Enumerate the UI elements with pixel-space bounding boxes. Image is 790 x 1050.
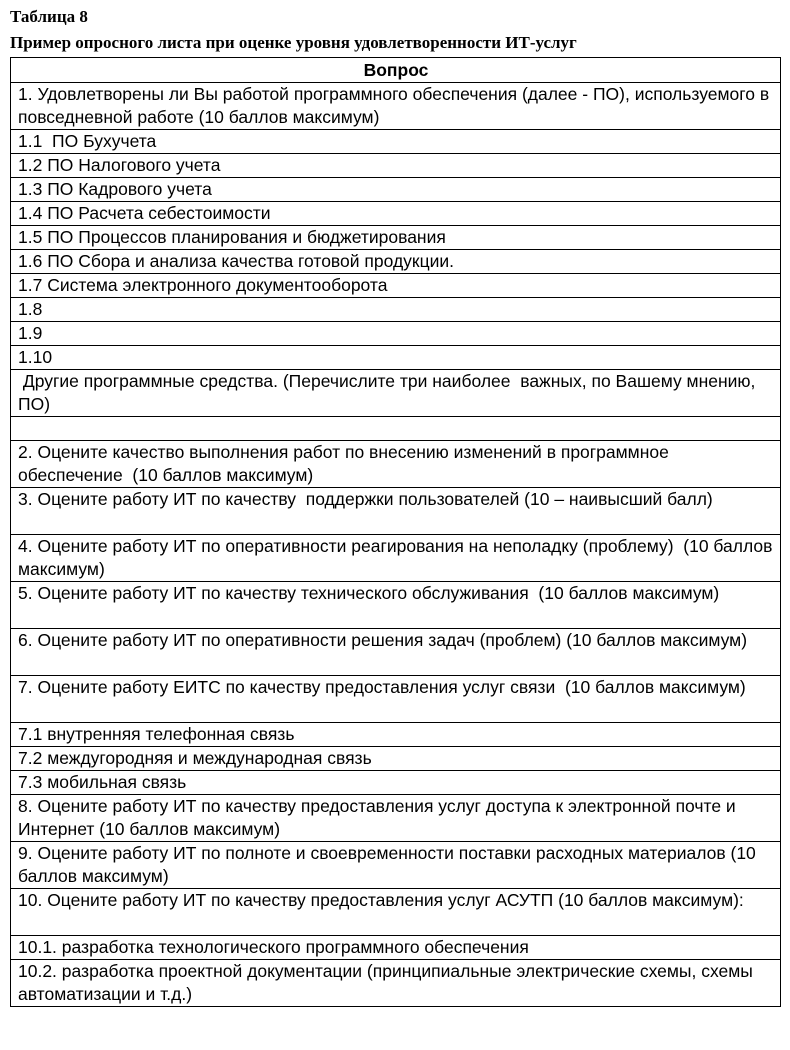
- table-row: [11, 723, 781, 747]
- table-row: [11, 441, 781, 488]
- table-row: [11, 488, 781, 535]
- table-row: [11, 202, 781, 226]
- table-row: [11, 130, 781, 154]
- question-cell: 7. Оцените работу ЕИТС по качеству предоставления услуг связи (10 баллов максимум): [11, 676, 781, 723]
- question-cell: 8. Оцените работу ИТ по качеству предоставления услуг доступа к электронной почте и Интернет (10 баллов максимум): [11, 795, 781, 842]
- table-row: [11, 298, 781, 322]
- table-row: [11, 178, 781, 202]
- table-row: [11, 370, 781, 417]
- table-row: [11, 154, 781, 178]
- survey-table: [10, 57, 781, 1007]
- table-row: [11, 250, 781, 274]
- question-cell: 2. Оцените качество выполнения работ по внесению изменений в программное обеспечение (10 баллов максимум): [11, 441, 781, 488]
- question-cell: 1.10: [11, 346, 781, 370]
- table-row: [11, 747, 781, 771]
- table-row: [11, 582, 781, 629]
- question-cell: 1. Удовлетворены ли Вы работой программного обеспечения (далее - ПО), используемого в повседневной работе (10 баллов максимум): [11, 83, 781, 130]
- table-row: [11, 629, 781, 676]
- table-row: [11, 936, 781, 960]
- question-cell: 6. Оцените работу ИТ по оперативности решения задач (проблем) (10 баллов максимум): [11, 629, 781, 676]
- table-row: [11, 676, 781, 723]
- table-row: [11, 842, 781, 889]
- question-cell: 1.8: [11, 298, 781, 322]
- table-row: [11, 795, 781, 842]
- question-cell: 3. Оцените работу ИТ по качеству поддержки пользователей (10 – наивысший балл): [11, 488, 781, 535]
- table-row: [11, 889, 781, 936]
- table-row: [11, 83, 781, 130]
- question-cell: 10.2. разработка проектной документации (принципиальные электрические схемы, схемы автоматизации и т.д.): [11, 960, 781, 1007]
- survey-table-body: [11, 83, 781, 1007]
- table-title: Пример опросного листа при оценке уровня удовлетворенности ИТ-услуг: [10, 33, 577, 52]
- question-cell: 4. Оцените работу ИТ по оперативности реагирования на неполадку (проблему) (10 баллов максимум): [11, 535, 781, 582]
- question-cell: 1.9: [11, 322, 781, 346]
- question-cell: 7.3 мобильная связь: [11, 771, 781, 795]
- table-row: [11, 417, 781, 441]
- question-cell: 1.2 ПО Налогового учета: [11, 154, 781, 178]
- question-cell: Другие программные средства. (Перечислите три наиболее важных, по Вашему мнению, ПО): [11, 370, 781, 417]
- question-cell: 7.1 внутренняя телефонная связь: [11, 723, 781, 747]
- table-row: [11, 960, 781, 1007]
- question-cell: 10.1. разработка технологического программного обеспечения: [11, 936, 781, 960]
- table-row: [11, 322, 781, 346]
- question-cell: 9. Оцените работу ИТ по полноте и своевременности поставки расходных материалов (10 баллов максимум): [11, 842, 781, 889]
- column-header-question: Вопрос: [11, 58, 781, 83]
- question-cell: 1.3 ПО Кадрового учета: [11, 178, 781, 202]
- table-row: [11, 226, 781, 250]
- question-cell: 7.2 междугородняя и международная связь: [11, 747, 781, 771]
- empty-answer-cell: [11, 417, 781, 441]
- table-row: [11, 274, 781, 298]
- question-cell: 1.1 ПО Бухучета: [11, 130, 781, 154]
- table-header-row: [11, 58, 781, 83]
- question-cell: 10. Оцените работу ИТ по качеству предоставления услуг АСУТП (10 баллов максимум):: [11, 889, 781, 936]
- question-cell: 1.6 ПО Сбора и анализа качества готовой продукции.: [11, 250, 781, 274]
- question-cell: 1.7 Система электронного документооборота: [11, 274, 781, 298]
- question-cell: 5. Оцените работу ИТ по качеству технического обслуживания (10 баллов максимум): [11, 582, 781, 629]
- table-row: [11, 771, 781, 795]
- question-cell: 1.4 ПО Расчета себестоимости: [11, 202, 781, 226]
- table-row: [11, 535, 781, 582]
- table-row: [11, 346, 781, 370]
- table-label: Таблица 8: [10, 7, 88, 26]
- question-cell: 1.5 ПО Процессов планирования и бюджетирования: [11, 226, 781, 250]
